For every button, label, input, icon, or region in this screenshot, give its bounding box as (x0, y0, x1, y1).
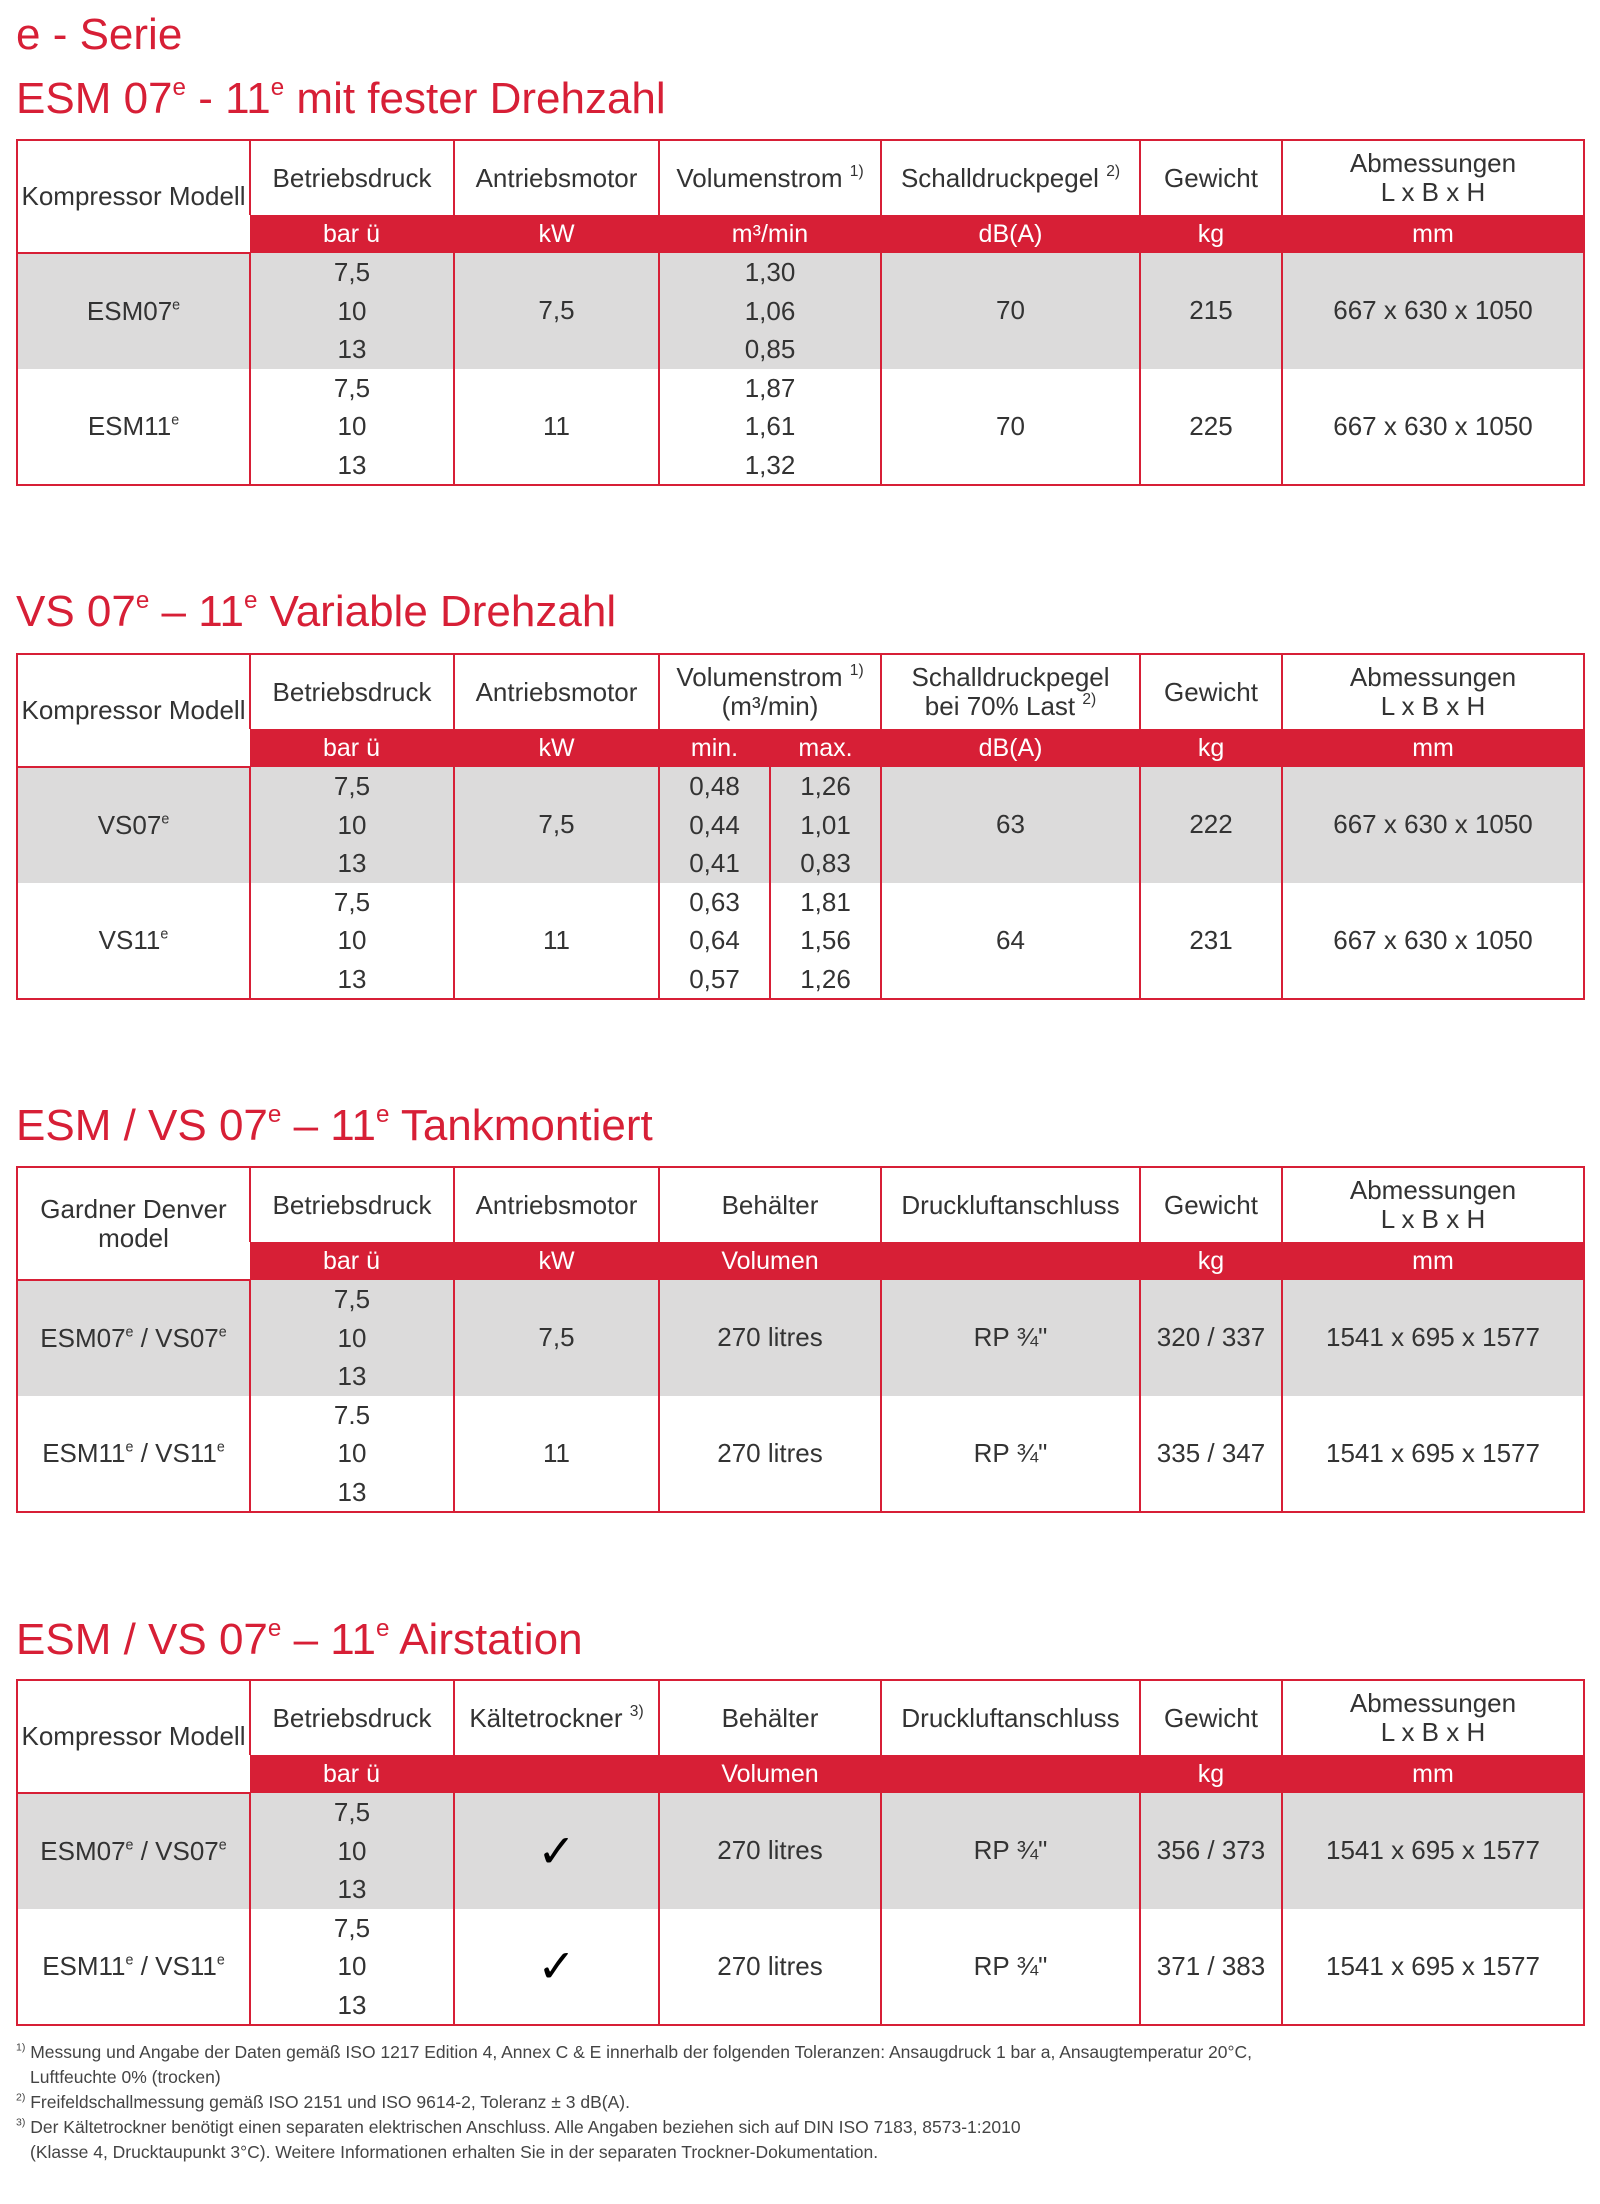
tank-cell: 270 litres (659, 1396, 881, 1513)
unit-weight: kg (1140, 1755, 1282, 1793)
footnotes (16, 2040, 1576, 2165)
header-weight: Gewicht (1140, 1167, 1282, 1242)
section-title-variable-speed: VS 07e – 11e Variable Drehzahl (16, 586, 617, 636)
unit-pressure: bar ü (250, 1242, 454, 1280)
footnote-1: $^{1)}$ Messung und Angabe der Daten gemäß ISO 1217 Edition 4, Annex C & E innerhalb der folgenden Toleranzen: Ansaugdruck 1 bar a, Ansaugtemperatur 20°C, (16, 2041, 1252, 2062)
motor-cell: 11 (454, 369, 659, 486)
unit-tank: Volumen (659, 1755, 881, 1793)
unit-noise: dB(A) (881, 215, 1140, 253)
table-header-row (17, 1680, 1584, 1755)
connection-cell: RP ¾" (881, 1909, 1140, 2026)
series-label: e - Serie (16, 10, 183, 59)
table-row (17, 767, 1584, 883)
pressure-cell: 7,5 10 13 (250, 253, 454, 369)
model-cell: ESM11e / VS11e (17, 1909, 250, 2026)
header-pressure: Betriebsdruck (250, 654, 454, 729)
connection-cell: RP ¾" (881, 1793, 1140, 1909)
unit-weight: kg (1140, 215, 1282, 253)
flow-cell: 1,30 1,06 0,85 (659, 253, 881, 369)
dimensions-cell: 1541 x 695 x 1577 (1282, 1909, 1584, 2026)
noise-cell: 63 (881, 767, 1140, 883)
weight-cell: 222 (1140, 767, 1282, 883)
motor-cell: 11 (454, 1396, 659, 1513)
table-row (17, 1909, 1584, 2026)
connection-cell: RP ¾" (881, 1396, 1140, 1513)
header-motor: Antriebsmotor (454, 140, 659, 215)
header-noise: Schalldruckpegel bei 70% Last $^{2)}$ (881, 654, 1140, 729)
table-row (17, 369, 1584, 486)
header-motor: Antriebsmotor (454, 654, 659, 729)
unit-weight: kg (1140, 1242, 1282, 1280)
table-header-row (17, 1167, 1584, 1242)
header-tank: Behälter (659, 1167, 881, 1242)
unit-dimensions: mm (1282, 729, 1584, 767)
unit-flow-min: min. (659, 729, 770, 767)
flow-cell: 1,87 1,61 1,32 (659, 369, 881, 486)
model-cell: ESM07e (17, 253, 250, 369)
unit-flow: m³/min (659, 215, 881, 253)
unit-motor: kW (454, 215, 659, 253)
table-airstation (16, 1679, 1585, 2026)
motor-cell: 11 (454, 883, 659, 1000)
noise-cell: 70 (881, 253, 1140, 369)
header-dimensions: Abmessungen L x B x H (1282, 1167, 1584, 1242)
header-connection: Druckluftanschluss (881, 1680, 1140, 1755)
header-motor: Antriebsmotor (454, 1167, 659, 1242)
dimensions-cell: 667 x 630 x 1050 (1282, 253, 1584, 369)
dimensions-cell: 1541 x 695 x 1577 (1282, 1793, 1584, 1909)
section-title-fixed-speed: ESM 07e - 11e mit fester Drehzahl (16, 73, 666, 123)
header-model: Kompressor Modell (17, 654, 250, 767)
motor-cell: 7,5 (454, 1280, 659, 1396)
noise-cell: 70 (881, 369, 1140, 486)
flow-min-cell: 0,48 0,44 0,41 (659, 767, 770, 883)
footnote-3: $^{3)}$ Der Kältetrockner benötigt einen separaten elektrischen Anschluss. Alle Angaben beziehen sich auf DIN ISO 7183, 8573-1:2010 (16, 2116, 1021, 2137)
flow-max-cell: 1,81 1,56 1,26 (770, 883, 881, 1000)
section-title-tank-mounted: ESM / VS 07e – 11e Tankmontiert (16, 1100, 653, 1150)
unit-noise: dB(A) (881, 729, 1140, 767)
weight-cell: 215 (1140, 253, 1282, 369)
unit-motor: kW (454, 1242, 659, 1280)
header-dimensions: Abmessungen L x B x H (1282, 654, 1584, 729)
units-row (17, 1242, 1584, 1280)
header-weight: Gewicht (1140, 140, 1282, 215)
dimensions-cell: 1541 x 695 x 1577 (1282, 1280, 1584, 1396)
header-tank: Behälter (659, 1680, 881, 1755)
table-row (17, 1396, 1584, 1513)
unit-connection (881, 1755, 1140, 1793)
unit-pressure: bar ü (250, 1755, 454, 1793)
model-cell: VS07e (17, 767, 250, 883)
header-noise: Schalldruckpegel $^{2)}$ (881, 140, 1140, 215)
tank-cell: 270 litres (659, 1280, 881, 1396)
header-pressure: Betriebsdruck (250, 1680, 454, 1755)
unit-flow-max: max. (770, 729, 881, 767)
checkmark-icon: ✓ (537, 1824, 576, 1877)
weight-cell: 225 (1140, 369, 1282, 486)
tank-cell: 270 litres (659, 1793, 881, 1909)
model-cell: ESM11e (17, 369, 250, 486)
table-tank-mounted (16, 1166, 1585, 1513)
dimensions-cell: 667 x 630 x 1050 (1282, 767, 1584, 883)
unit-connection (881, 1242, 1140, 1280)
header-flow: Volumenstrom $^{1)}$ (659, 140, 881, 215)
motor-cell: 7,5 (454, 767, 659, 883)
pressure-cell: 7,5 10 13 (250, 1909, 454, 2026)
dryer-cell (454, 1793, 659, 1909)
units-row (17, 215, 1584, 253)
table-header-row (17, 654, 1584, 729)
pressure-cell: 7,5 10 13 (250, 1793, 454, 1909)
footnote-1-continued: Luftfeuchte 0% (trocken) (30, 2067, 221, 2087)
table-row (17, 1793, 1584, 1909)
header-pressure: Betriebsdruck (250, 140, 454, 215)
header-model: Gardner Denver model (17, 1167, 250, 1280)
table-row (17, 883, 1584, 1000)
header-dimensions: Abmessungen L x B x H (1282, 140, 1584, 215)
header-weight: Gewicht (1140, 1680, 1282, 1755)
dimensions-cell: 667 x 630 x 1050 (1282, 883, 1584, 1000)
flow-max-cell: 1,26 1,01 0,83 (770, 767, 881, 883)
header-flow: Volumenstrom $^{1)}$ (m³/min) (659, 654, 881, 729)
pressure-cell: 7,5 10 13 (250, 1280, 454, 1396)
table-fixed-speed (16, 139, 1585, 486)
model-cell: ESM07e / VS07e (17, 1280, 250, 1396)
header-weight: Gewicht (1140, 654, 1282, 729)
unit-tank: Volumen (659, 1242, 881, 1280)
footnote-2: $^{2)}$ Freifeldschallmessung gemäß ISO 2151 und ISO 9614-2, Toleranz ± 3 dB(A). (16, 2091, 630, 2112)
weight-cell: 356 / 373 (1140, 1793, 1282, 1909)
dimensions-cell: 1541 x 695 x 1577 (1282, 1396, 1584, 1513)
weight-cell: 320 / 337 (1140, 1280, 1282, 1396)
header-connection: Druckluftanschluss (881, 1167, 1140, 1242)
pressure-cell: 7.5 10 13 (250, 1396, 454, 1513)
pressure-cell: 7,5 10 13 (250, 767, 454, 883)
model-cell: ESM07e / VS07e (17, 1793, 250, 1909)
weight-cell: 371 / 383 (1140, 1909, 1282, 2026)
weight-cell: 231 (1140, 883, 1282, 1000)
dimensions-cell: 667 x 630 x 1050 (1282, 369, 1584, 486)
dryer-cell (454, 1909, 659, 2026)
unit-dimensions: mm (1282, 1242, 1584, 1280)
tank-cell: 270 litres (659, 1909, 881, 2026)
unit-dimensions: mm (1282, 215, 1584, 253)
header-model: Kompressor Modell (17, 140, 250, 253)
header-dryer: Kältetrockner $^{3)}$ (454, 1680, 659, 1755)
units-row (17, 1755, 1584, 1793)
unit-pressure: bar ü (250, 215, 454, 253)
flow-min-cell: 0,63 0,64 0,57 (659, 883, 770, 1000)
model-cell: VS11e (17, 883, 250, 1000)
unit-weight: kg (1140, 729, 1282, 767)
pressure-cell: 7,5 10 13 (250, 883, 454, 1000)
checkmark-icon: ✓ (537, 1940, 576, 1993)
unit-dimensions: mm (1282, 1755, 1584, 1793)
pressure-cell: 7,5 10 13 (250, 369, 454, 486)
header-dimensions: Abmessungen L x B x H (1282, 1680, 1584, 1755)
footnote-3-continued: (Klasse 4, Drucktaupunkt 3°C). Weitere Informationen erhalten Sie in der separaten Trockner-Dokumentation. (30, 2142, 879, 2162)
unit-dryer (454, 1755, 659, 1793)
noise-cell: 64 (881, 883, 1140, 1000)
units-row (17, 729, 1584, 767)
unit-pressure: bar ü (250, 729, 454, 767)
header-pressure: Betriebsdruck (250, 1167, 454, 1242)
header-model: Kompressor Modell (17, 1680, 250, 1793)
model-cell: ESM11e / VS11e (17, 1396, 250, 1513)
table-variable-speed (16, 653, 1585, 1000)
unit-motor: kW (454, 729, 659, 767)
motor-cell: 7,5 (454, 253, 659, 369)
connection-cell: RP ¾" (881, 1280, 1140, 1396)
section-title-airstation: ESM / VS 07e – 11e Airstation (16, 1614, 583, 1664)
table-row (17, 1280, 1584, 1396)
table-header-row (17, 140, 1584, 215)
weight-cell: 335 / 347 (1140, 1396, 1282, 1513)
table-row (17, 253, 1584, 369)
